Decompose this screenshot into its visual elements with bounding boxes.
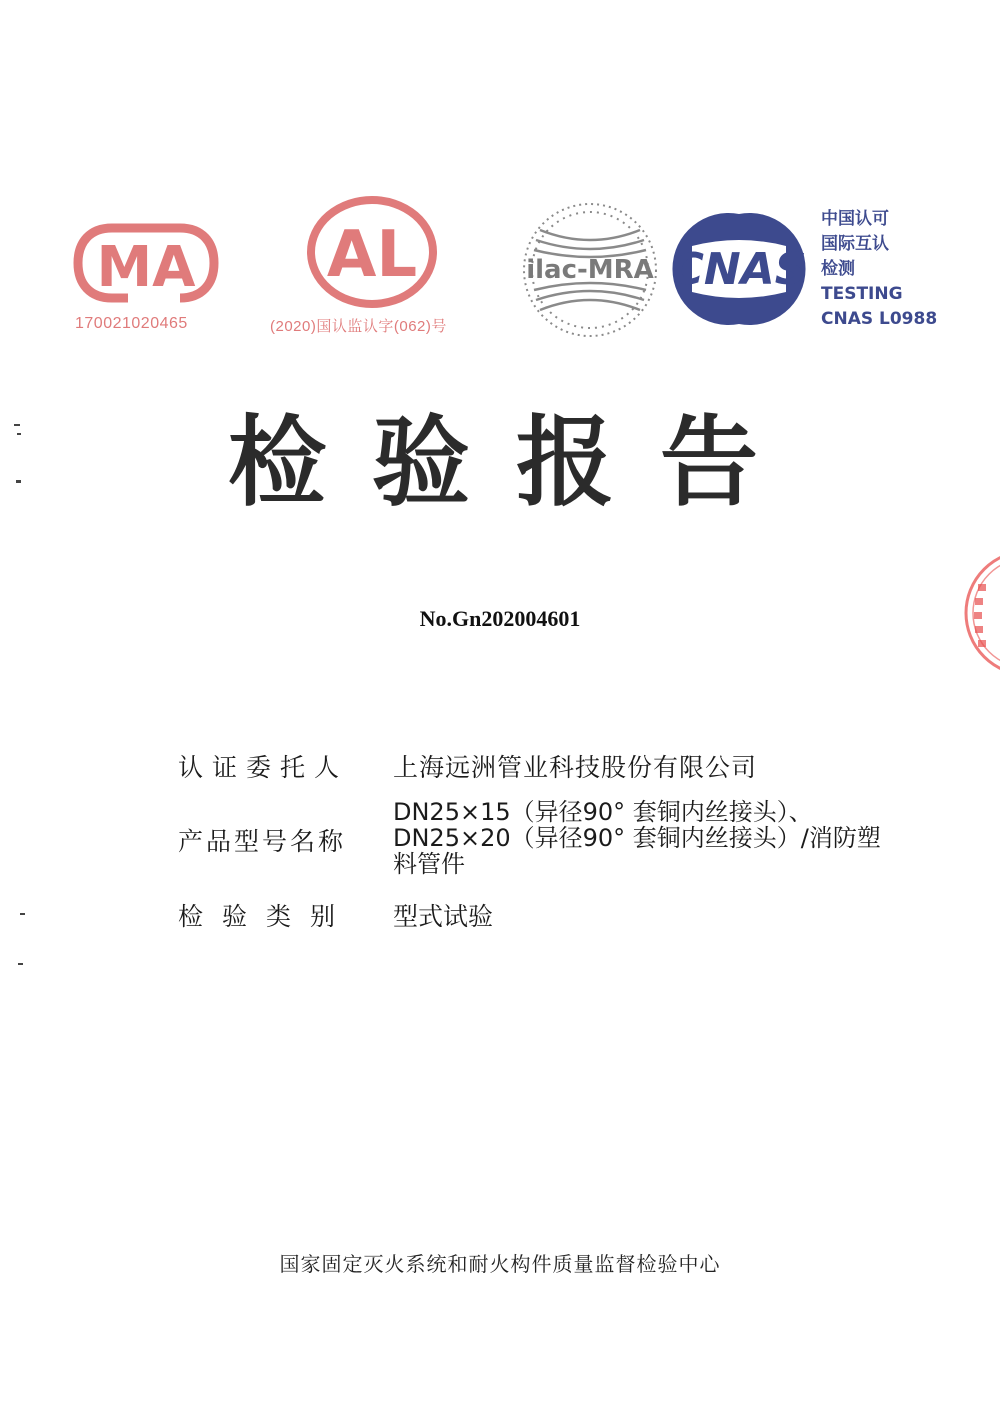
product-line: DN25×20（异径90° 套铜内丝接头）/消防塑 bbox=[393, 824, 881, 852]
cnas-line: 中国认可 bbox=[821, 209, 889, 229]
ilac-logo-letters: ilac-MRA bbox=[526, 255, 654, 285]
product-label: 产品型号名称 bbox=[178, 827, 347, 856]
cal-logo-letters: AL bbox=[326, 218, 418, 292]
product-line: 料管件 bbox=[393, 850, 465, 878]
cnas-logo bbox=[664, 210, 814, 328]
scan-mark bbox=[20, 913, 25, 915]
cnas-line: CNAS L0988 bbox=[821, 309, 938, 329]
client-label: 认证委托人 bbox=[178, 753, 349, 782]
cma-logo bbox=[72, 220, 220, 306]
cnas-line: 检测 bbox=[821, 259, 855, 279]
inspection-type-label: 检验类别 bbox=[178, 902, 355, 931]
issuing-organization: 国家固定灭火系统和耐火构件质量监督检验中心 bbox=[279, 1252, 721, 1276]
scan-mark bbox=[16, 480, 21, 483]
product-value bbox=[393, 799, 963, 877]
cnas-line: TESTING bbox=[821, 284, 903, 304]
report-number: No.Gn202004601 bbox=[419, 606, 581, 631]
scan-mark bbox=[18, 963, 23, 965]
cma-number: 170021020465 bbox=[75, 315, 188, 332]
scan-mark bbox=[17, 433, 21, 435]
client-value: 上海远洲管业科技股份有限公司 bbox=[393, 753, 758, 782]
cnas-line: 国际互认 bbox=[821, 234, 889, 254]
cma-logo-letters: MA bbox=[96, 235, 196, 300]
cnas-logo-letters: CNAS bbox=[671, 244, 807, 295]
product-line: DN25×15（异径90° 套铜内丝接头）、 bbox=[393, 798, 813, 826]
cal-license: (2020)国认监认字(062)号 bbox=[270, 318, 447, 335]
inspection-type-value: 型式试验 bbox=[393, 902, 494, 931]
ilac-mra-logo bbox=[520, 200, 660, 340]
report-title: 检验报告 bbox=[228, 405, 805, 520]
scan-mark bbox=[14, 424, 20, 426]
official-seal-stamp bbox=[962, 546, 1000, 680]
cal-logo bbox=[306, 196, 438, 308]
cnas-accreditation-text bbox=[821, 207, 951, 332]
